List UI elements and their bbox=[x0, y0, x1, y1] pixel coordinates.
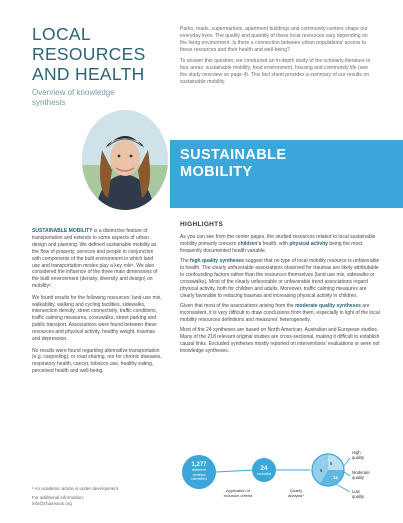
intro-paragraph-1: Parks, roads, supermarkets, apartment buildings and community centers shape our everyday lives. The quality and quantity of these local resources vary depending on the living environment. Is there a connection between urban populations’ access to these resources and their health and well-being? bbox=[180, 26, 368, 54]
low-quality-line-1: Low bbox=[352, 489, 360, 494]
included-label: included bbox=[256, 471, 272, 476]
reviews-count: 1,277 bbox=[191, 462, 207, 469]
inclusion-step-line-2: inclusion criteria bbox=[223, 493, 253, 498]
subtitle-line-2: synthesis bbox=[32, 98, 66, 107]
highlights-paragraph-1 bbox=[180, 234, 380, 255]
low-quality-line-2: quality bbox=[352, 494, 365, 499]
moderate-quality-label bbox=[352, 470, 370, 480]
page-subtitle bbox=[32, 88, 152, 108]
intro-paragraph-2: To answer this question, we conducted an in-depth study of the scholarly literature in four areas: sustainable mobility, food environment, housing and community life (see the study overview on page 4). This fact sheet provides a summary of our results on sustainable mobility. bbox=[180, 57, 371, 86]
banner-title-line-1: SUSTAINABLE bbox=[180, 147, 287, 163]
intro-text bbox=[180, 26, 376, 90]
title-line-3: AND HEALTH bbox=[32, 64, 145, 84]
inclusion-step-label bbox=[218, 488, 258, 498]
emphasis: physical activity bbox=[289, 240, 328, 247]
footnote-line-2 bbox=[32, 495, 172, 507]
banner-title-line-2: MOBILITY bbox=[180, 164, 253, 180]
page-title bbox=[32, 24, 172, 84]
emphasis: moderate quality syntheses bbox=[295, 303, 361, 310]
high-quality-line-1: High bbox=[352, 450, 361, 455]
quality-step-line-2: analysis* bbox=[287, 493, 304, 498]
reviews-label-3: identified bbox=[191, 477, 207, 482]
reviews-label-1: different bbox=[192, 468, 206, 473]
reviews-identified-circle bbox=[182, 455, 216, 489]
sustainable-mobility-term: SUSTAINABLE MOBILITY bbox=[32, 228, 93, 234]
highlights-paragraph-4: Most of the 24 syntheses are based on North American, Australian and European studies. Many of the 218 relevant original studies are cross-sectional, making it difficult to establish causal links. Excluded syntheses mostly reported on interventions’ evaluations or were not knowledge syntheses. bbox=[180, 327, 380, 354]
moderate-quality-count: 14 bbox=[333, 475, 338, 480]
moderate-quality-line-2: quality bbox=[352, 475, 365, 480]
title-line-2: RESOURCES bbox=[32, 44, 146, 64]
title-line-1: LOCAL bbox=[32, 24, 91, 44]
footnote bbox=[32, 486, 172, 510]
text-run: health, with bbox=[261, 240, 290, 247]
high-quality-count: 5 bbox=[330, 461, 333, 466]
text-run: As you can see from the center pages, the studied resources related to local sustainable mobility primarily concern bbox=[180, 233, 376, 247]
text-run: Given that most of the associations arising from the bbox=[180, 303, 296, 310]
text-run: are inconsistent, it is very difficult to draw conclusions from them, especially in light of the local mobility resources definitions and measures’ heterogeneity. bbox=[180, 303, 380, 323]
left-paragraph-2: We found results for the following resources: land-use mix, walkability, walking and cycling facilities, sidewalks, intersection density, street connectivity, traffic conditions, traffic calming measures, crosswalks, street parking and public transport. Associations were found between these resources and physical activity, healthy weight, traumas and depression. bbox=[32, 294, 162, 343]
banner-title bbox=[180, 147, 286, 181]
text-run: being the most frequently documented health variable. bbox=[180, 240, 363, 254]
text-run: suggest that no type of local mobility resource is unfavorable to health. The clearly unfavorable associations observed for traumas are likely attributable to confounding factors rather than the resources themselves (land use mix, sidewalks or crosswalks). Most of the clearly unfavorable or unfavorable trend associations regard physical activity, both for children and adults. Moreover, traffic calming measures are clearly favorable to reducing traumas and increasing physical activity in children. bbox=[180, 258, 380, 299]
left-paragraph-1 bbox=[32, 228, 162, 290]
emphasis: children’s bbox=[237, 240, 262, 247]
quality-step-label bbox=[278, 488, 314, 498]
cyclist-photo bbox=[82, 110, 168, 210]
low-quality-label bbox=[352, 489, 364, 499]
left-column bbox=[32, 228, 162, 380]
review-process-diagram bbox=[170, 440, 403, 523]
high-quality-line-2: quality bbox=[352, 455, 365, 460]
footnote-contact-label: For additional information: bbox=[32, 495, 85, 500]
inclusion-step-line-1: Application of bbox=[225, 488, 250, 493]
subtitle-line-1: Overview of knowledge bbox=[32, 88, 115, 97]
highlights-column bbox=[180, 222, 380, 358]
emphasis: high quality syntheses bbox=[190, 258, 244, 265]
moderate-quality-line-1: Moderate bbox=[352, 470, 370, 475]
cyclist-illustration bbox=[82, 110, 168, 210]
footnote-line-1: ¹ An academic article is under development. bbox=[32, 486, 120, 491]
high-quality-label bbox=[352, 450, 364, 460]
left-paragraph-3: No results were found regarding alternative transportation (e.g. carpooling), or road sharing, nor for chronic diseases, respiratory health, cancer, tobacco use, healthy eating, perceived health and well-being. bbox=[32, 347, 162, 375]
highlights-paragraph-3 bbox=[180, 303, 380, 324]
reviews-label-2: reviews bbox=[192, 472, 206, 477]
highlights-paragraph-2 bbox=[180, 258, 380, 299]
contact-email-link[interactable]: info@chaireacis.org bbox=[32, 501, 72, 506]
text-run: The bbox=[180, 258, 191, 265]
left-paragraph-1-text: is a distinctive feature of transportation and extends to some aspects of urban design and planning. We defined sustainable mobility as the flow of property, services and people in conjunction with components of the built environment in which land use and transportation modes play a key role¹. We also considered the influence of the three main dimensions of the built environment (density, diversity and design) on mobility². bbox=[32, 228, 158, 290]
quality-step-line-1: Quality bbox=[289, 488, 303, 493]
included-circle bbox=[252, 458, 276, 482]
highlights-heading: HIGHLIGHTS bbox=[180, 221, 224, 228]
included-count: 24 bbox=[260, 464, 268, 472]
low-quality-count: 5 bbox=[320, 468, 323, 473]
